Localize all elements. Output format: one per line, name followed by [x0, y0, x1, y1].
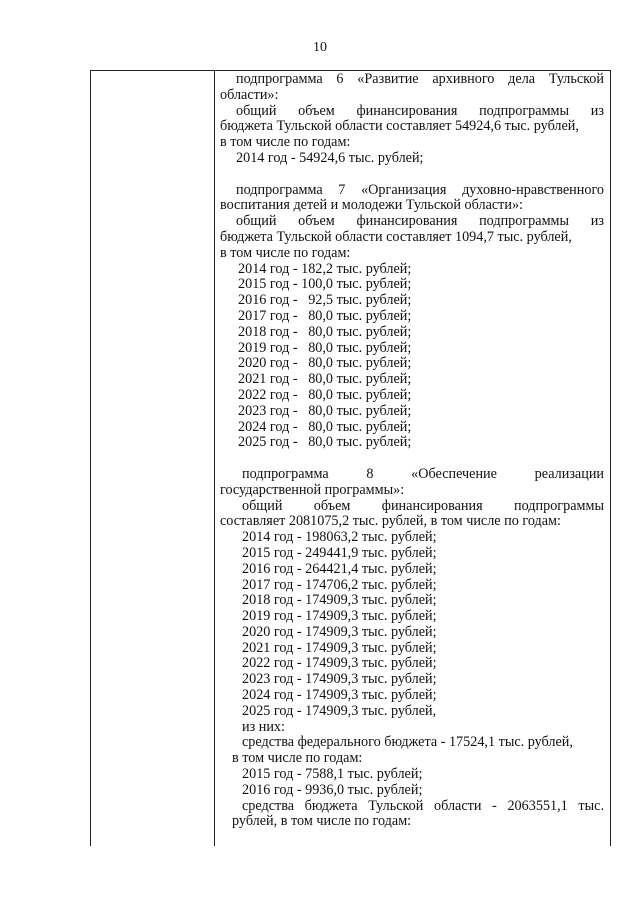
subprogram-6-financing: общий объем финансирования подпрограммы из	[236, 102, 604, 119]
subprogram-6-title-cont: области»:	[220, 86, 279, 103]
subprogram-7-year-row: 2015 год - 100,0 тыс. рублей;	[238, 276, 412, 293]
subprogram-7-year-row: 2024 год - 80,0 тыс. рублей;	[238, 418, 412, 435]
subprogram-7-year-row: 2014 год - 182,2 тыс. рублей;	[238, 260, 412, 277]
subprogram-8-year-row: 2021 год - 174909,3 тыс. рублей;	[242, 639, 437, 656]
subprogram-8-year-row: 2025 год - 174909,3 тыс. рублей,	[242, 702, 437, 719]
subprogram-8-year-row: 2020 год - 174909,3 тыс. рублей;	[242, 623, 437, 640]
regional-budget-line-cont: рублей, в том числе по годам:	[232, 813, 412, 830]
financing-cell	[220, 72, 604, 830]
page-number: 10	[313, 40, 327, 55]
subprogram-8-year-row: 2016 год - 264421,4 тыс. рублей;	[242, 560, 437, 577]
column-divider	[214, 71, 215, 846]
subprogram-8-year-row: 2018 год - 174909,3 тыс. рублей;	[242, 592, 437, 609]
subprogram-8-financing-cont: составляет 2081075,2 тыс. рублей, в том числе по годам:	[220, 513, 561, 530]
subprogram-8-title: подпрограмма 8 «Обеспечение реализации	[242, 465, 604, 482]
federal-budget-line: средства федерального бюджета - 17524,1 тыс. рублей,	[242, 734, 573, 751]
subprogram-8-year-row: 2014 год - 198063,2 тыс. рублей;	[242, 529, 437, 546]
regional-budget-line: средства бюджета Тульской области - 2063551,1 тыс.	[242, 797, 604, 814]
subprogram-7-financing-cont: бюджета Тульской области составляет 1094,7 тыс. рублей,	[220, 228, 572, 245]
subprogram-8-year-row: 2017 год - 174706,2 тыс. рублей;	[242, 576, 437, 593]
subprogram-8-year-row: 2019 год - 174909,3 тыс. рублей;	[242, 608, 437, 625]
subprogram-8-year-row: 2023 год - 174909,3 тыс. рублей;	[242, 671, 437, 688]
subprogram-8-year-row: 2022 год - 174909,3 тыс. рублей;	[242, 655, 437, 672]
subprogram-7-year-row: 2016 год - 92,5 тыс. рублей;	[238, 292, 412, 309]
subprogram-7-year-row: 2017 год - 80,0 тыс. рублей;	[238, 307, 412, 324]
subprogram-6-year-row: 2014 год - 54924,6 тыс. рублей;	[236, 149, 424, 166]
federal-year-row: 2015 год - 7588,1 тыс. рублей;	[242, 766, 423, 783]
subprogram-7-year-row: 2022 год - 80,0 тыс. рублей;	[238, 386, 412, 403]
subprogram-7-financing-cont: в том числе по годам:	[220, 244, 351, 261]
subprogram-7-year-row: 2023 год - 80,0 тыс. рублей;	[238, 402, 412, 419]
subprogram-7-financing: общий объем финансирования подпрограммы из	[236, 213, 604, 230]
subprogram-7-block	[220, 183, 604, 452]
subprogram-7-year-row: 2018 год - 80,0 тыс. рублей;	[238, 323, 412, 340]
subprogram-7-title: подпрограмма 7 «Организация духовно-нравственного	[236, 181, 604, 198]
subprogram-6-block	[220, 72, 604, 167]
subprogram-8-block	[220, 467, 604, 830]
financing-table	[90, 70, 611, 846]
subprogram-8-financing: общий объем финансирования подпрограммы	[242, 497, 604, 514]
subprogram-8-of-them: из них:	[242, 718, 285, 735]
subprogram-7-year-row: 2019 год - 80,0 тыс. рублей;	[238, 339, 412, 356]
subprogram-7-year-row: 2025 год - 80,0 тыс. рублей;	[238, 434, 412, 451]
subprogram-7-year-row: 2021 год - 80,0 тыс. рублей;	[238, 371, 412, 388]
subprogram-7-title-cont: воспитания детей и молодежи Тульской области»:	[220, 197, 523, 214]
subprogram-6-financing-cont: в том числе по годам:	[220, 134, 351, 151]
subprogram-7-year-row: 2020 год - 80,0 тыс. рублей;	[238, 355, 412, 372]
federal-budget-line-cont: в том числе по годам:	[232, 750, 363, 767]
subprogram-8-year-row: 2015 год - 249441,9 тыс. рублей;	[242, 544, 437, 561]
subprogram-8-year-row: 2024 год - 174909,3 тыс. рублей;	[242, 687, 437, 704]
subprogram-6-financing-cont: бюджета Тульской области составляет 54924,6 тыс. рублей,	[220, 118, 579, 135]
federal-year-row: 2016 год - 9936,0 тыс. рублей;	[242, 781, 423, 798]
subprogram-6-title: подпрограмма 6 «Развитие архивного дела Тульской	[236, 71, 604, 87]
subprogram-8-title-cont: государственной программы»:	[220, 481, 405, 498]
